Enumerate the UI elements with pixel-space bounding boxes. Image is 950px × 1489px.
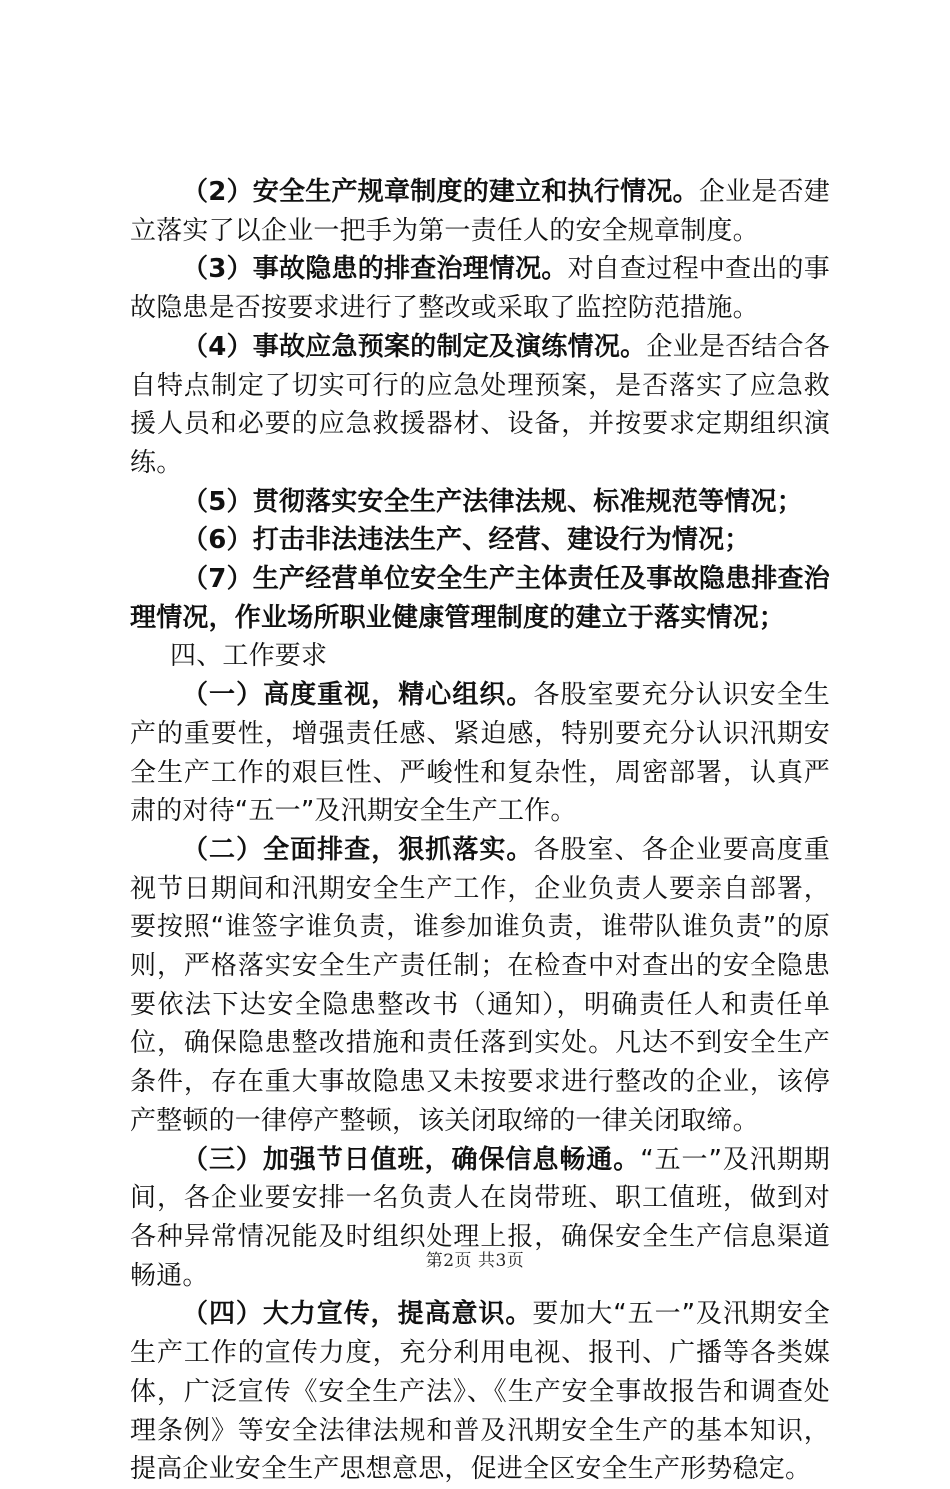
check-item-4: [130, 328, 830, 483]
check-item-3: [130, 250, 830, 327]
requirement-2: [130, 831, 830, 1141]
requirement-4: [130, 1295, 830, 1489]
check-item-6: [130, 521, 830, 560]
requirement-1-text: 各股室要充分认识安全生产的重要性，增强责任感、紧迫感，特别要充分认识汛期安全生产工作的艰巨性、严峻性和复杂性，周密部署，认真严肃的对待“五一”及汛期安全生产工作。: [130, 680, 830, 827]
document-body: [130, 173, 830, 1489]
check-item-5: [130, 483, 830, 522]
requirement-1-lead: （一）高度重视，精心组织。: [182, 680, 534, 711]
requirement-2-lead: （二）全面排查，狠抓落实。: [182, 834, 534, 865]
requirement-4-text: 要加大“五一”及汛期安全生产工作的宣传力度，充分利用电视、报刊、广播等各类媒体，广泛宣传《安全生产法》、《生产安全事故报告和调查处理条例》等安全法律法规和普及汛期安全生产的基本知识，提高企业安全生产思想意思，促进全区安全生产形势稳定。: [130, 1299, 831, 1485]
check-item-2-text: 企业是否建立落实了以企业一把手为第一责任人的安全规章制度。: [130, 177, 830, 246]
check-item-3-lead: （3）事故隐患的排查治理情况。: [182, 254, 568, 285]
check-item-6-lead: （6）打击非法违法生产、经营、建设行为情况；: [182, 525, 751, 556]
requirement-2-text: 各股室、各企业要高度重视节日期间和汛期安全生产工作，企业负责人要亲自部署，要按照“谁签字谁负责，谁参加谁负责，谁带队谁负责”的原则，严格落实安全生产责任制；在检查中对查出的安全隐患要依法下达安全隐患整改书（通知），明确责任人和责任单位，确保隐患整改措施和责任落到实处。凡达不到安全生产条件，存在重大事故隐患又未按要求进行整改的企业，该停产整顿的一律停产整顿，该关闭取缔的一律关闭取缔。: [130, 834, 830, 1136]
check-item-3-text: 对自查过程中查出的事故隐患是否按要求进行了整改或采取了监控防范措施。: [130, 254, 830, 324]
requirement-3: [130, 1141, 830, 1296]
check-item-5-lead: （5）贯彻落实安全生产法律法规、标准规范等情况；: [182, 486, 803, 517]
check-item-2: [130, 173, 830, 250]
requirement-1: [130, 676, 830, 831]
check-item-4-lead: （4）事故应急预案的制定及演练情况。: [182, 331, 647, 362]
requirement-4-lead: （四）大力宣传，提高意识。: [182, 1299, 533, 1330]
check-item-2-lead: （2）安全生产规章制度的建立和执行情况。: [182, 177, 699, 207]
requirement-3-text: “五一”及汛期期间，各企业要安排一名负责人在岗带班、职工值班，做到对各种异常情况能及时组织处理上报，确保安全生产信息渠道畅通。: [130, 1144, 830, 1291]
requirement-3-lead: （三）加强节日值班，确保信息畅通。: [182, 1144, 641, 1175]
check-item-7: [130, 560, 830, 637]
check-item-7-lead: （7）生产经营单位安全生产主体责任及事故隐患排查治理情况，作业场所职业健康管理制度的建立于落实情况；: [130, 564, 830, 633]
page-number: 第2页 共3页: [425, 1251, 525, 1271]
check-item-4-text: 企业是否结合各自特点制定了切实可行的应急处理预案，是否落实了应急救援人员和必要的应急救援器材、设备，并按要求定期组织演练。: [130, 331, 830, 478]
section-heading: 四、工作要求: [170, 641, 328, 672]
